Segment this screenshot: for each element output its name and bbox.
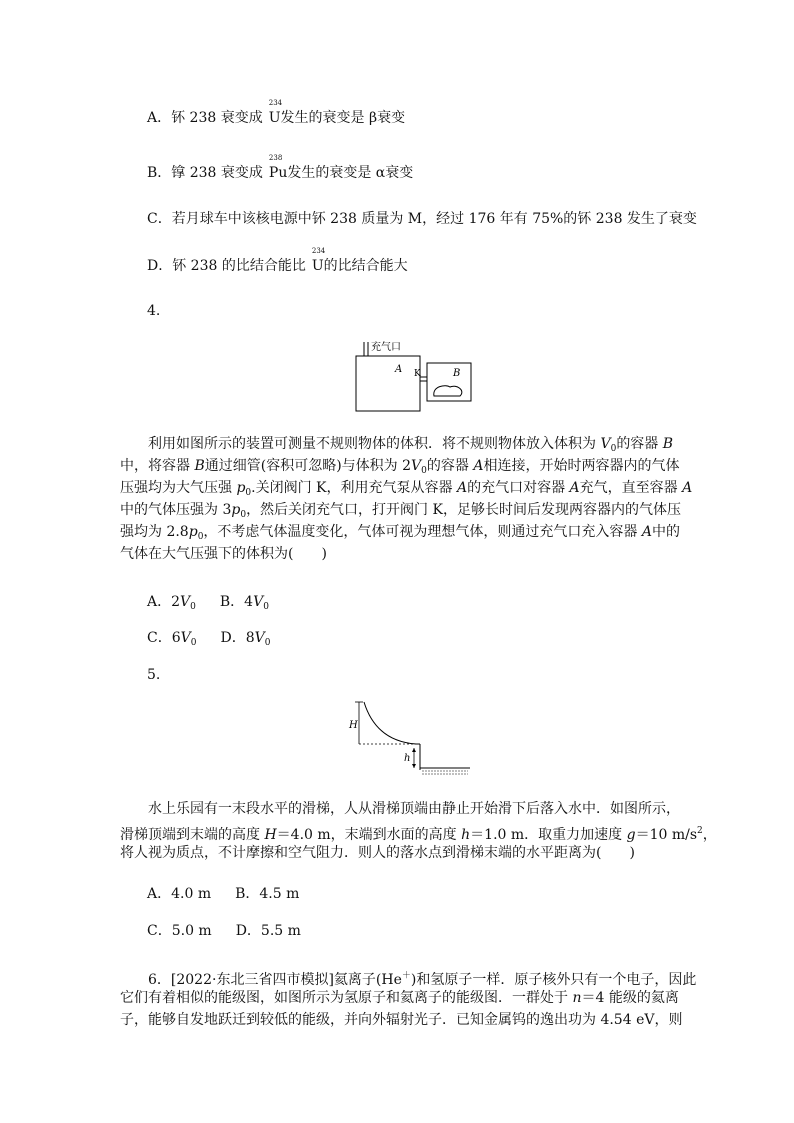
q4-stem: 利用如图所示的装置可测量不规则物体的体积．将不规则物体放入体积为 $V_0$的容器 B 中，将容器 B通过细管(容积可忽略)与体积为 $2V_0$的容器 A相连接，开始时两容器内的气体 压强均为大气压强 $p_0$.关闭阀门 K，利用充气泵从容器 A的充气口对容器 A充气，直至容器 A 中的气体压强为 $3p_0$，然后关闭充气口，打开阀门 K，足够长时间后发现两容器内的气体压 强均为 $2.8p_0$，不考虑气体温度变化，气体可视为理想气体，则通过充气口充入容器 A中的 气体在大气压强下的体积为( ): [120, 436, 693, 562]
isotope-u234: 234 U: [268, 99, 283, 126]
q5-options-cd: [147, 921, 301, 941]
q6-stem: 6．[2022·东北三省四市模拟]氦离子(He＋)和氢原子一样．原子核外只有一个电子，因此 它们有着相似的能级图，如图所示为氢原子和氦离子的能级图．一群处于 n＝4 能级的氦离 子，能够自发地跃迁到较低的能级，并向外辐射光子．已知金属钨的逸出功为 4.54 eV，则: [120, 971, 697, 1028]
q3-option-b: B．镎 238 衰变成 238 Pu发生的衰变是 α衰变: [147, 154, 414, 181]
container-a-label: A: [395, 364, 403, 375]
q5-option-c: C．5.0 m: [147, 923, 212, 939]
q3-option-c: C．若月球车中该核电源中钚 238 质量为 M，经过 176 年有 75%的钚 238 发生了衰变: [147, 211, 697, 227]
height-h-label: h: [404, 753, 411, 764]
q5-option-b: B．4.5 m: [235, 886, 300, 902]
valve-k-label: K: [414, 369, 421, 379]
isotope-pu238: 238 Pu: [268, 154, 288, 181]
isotope-u234: 234 U: [311, 247, 326, 274]
q4-figure: [350, 336, 475, 414]
q4-options-cd: [147, 628, 270, 653]
q5-option-a: A．4.0 m: [147, 886, 212, 902]
q5-options-ab: [147, 884, 299, 904]
container-a: [356, 356, 420, 411]
irregular-object: [434, 386, 462, 396]
q4-options-ab: [147, 592, 269, 617]
q3-option-a: A．钚 238 衰变成 234 U发生的衰变是 β衰变: [147, 99, 406, 126]
inlet-label: 充气口: [371, 342, 401, 353]
q4-number: 4.: [147, 303, 161, 319]
q5-stem: 水上乐园有一末段水平的滑梯，人从滑梯顶端由静止开始滑下后落入水中．如图所示， 滑梯顶端到末端的高度 H＝4.0 m，末端到水面的高度 h＝1.0 m．取重力加速度 g＝10 $m/s^2$， 将人视为质点，不计摩擦和空气阻力．则人的落水点到滑梯末端的水平距离为( ): [120, 801, 717, 861]
q4-option-d: D．$8V_0$: [220, 630, 271, 648]
q5-option-d: D．5.5 m: [235, 923, 301, 939]
q4-option-c: C．$6V_0$: [147, 630, 197, 648]
height-H-label: H: [349, 720, 358, 731]
q5-number: 5.: [147, 667, 161, 683]
q3-option-d: D．钚 238 的比结合能比 234 U的比结合能大: [147, 247, 408, 274]
q4-option-a: A．$2V_0$: [147, 594, 196, 612]
q5-figure: [344, 700, 474, 778]
slide-curve: [364, 702, 416, 744]
q4-option-b: B．$4V_0$: [219, 594, 269, 612]
container-b-label: B: [453, 368, 461, 379]
